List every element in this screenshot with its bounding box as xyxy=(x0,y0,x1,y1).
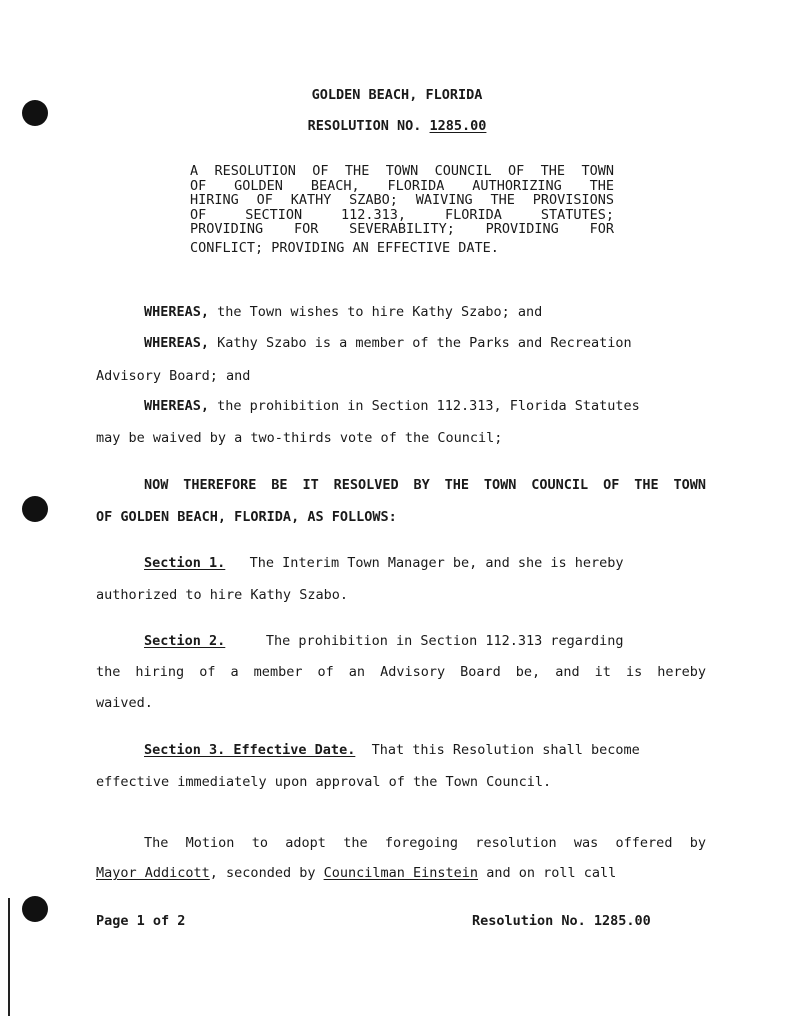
footer-page-number: Page 1 of 2 xyxy=(96,913,186,929)
section-1-cont: authorized to hire Kathy Szabo. xyxy=(96,587,348,603)
section-2-cont: the hiring of a member of an Advisory Board be, and it is hereby xyxy=(96,664,706,680)
resolution-number: 1285.00 xyxy=(429,118,487,134)
section-2-cont: waived. xyxy=(96,695,153,711)
resolved-line-2: OF GOLDEN BEACH, FLORIDA, AS FOLLOWS: xyxy=(96,509,397,525)
section-3: Section 3. Effective Date. That this Resolution shall become xyxy=(144,742,640,758)
punch-hole-icon xyxy=(22,896,48,922)
whereas-3-cont: may be waived by a two-thirds vote of the Council; xyxy=(96,430,503,446)
whereas-2-cont: Advisory Board; and xyxy=(96,368,251,384)
scan-edge-line xyxy=(8,898,10,1016)
abstract-line: HIRING OF KATHY SZABO; WAIVING THE PROVISIONS xyxy=(190,192,614,208)
whereas-1: WHEREAS, the Town wishes to hire Kathy Szabo; and xyxy=(144,304,543,320)
abstract-line: OF GOLDEN BEACH, FLORIDA AUTHORIZING THE xyxy=(190,177,614,194)
whereas-2: WHEREAS, Kathy Szabo is a member of the Parks and Recreation xyxy=(144,335,632,351)
motion-line-1: The Motion to adopt the foregoing resolution was offered by xyxy=(144,835,706,851)
footer-resolution-number: Resolution No. 1285.00 xyxy=(472,913,651,929)
abstract-line: PROVIDING FOR SEVERABILITY; PROVIDING FOR xyxy=(190,221,614,237)
resolved-line-1: NOW THEREFORE BE IT RESOLVED BY THE TOWN COUNCIL OF THE TOWN xyxy=(144,477,706,493)
town-heading: GOLDEN BEACH, FLORIDA xyxy=(311,87,483,103)
abstract-line: CONFLICT; PROVIDING AN EFFECTIVE DATE. xyxy=(190,240,499,256)
abstract-line: A RESOLUTION OF THE TOWN COUNCIL OF THE TOWN xyxy=(190,163,614,179)
motion-line-2: Mayor Addicott, seconded by Councilman Einstein and on roll call xyxy=(96,865,617,881)
section-2: Section 2. The prohibition in Section 112.313 regarding xyxy=(144,633,624,649)
punch-hole-icon xyxy=(22,496,48,522)
resolution-prefix: RESOLUTION NO. xyxy=(307,118,422,134)
whereas-3: WHEREAS, the prohibition in Section 112.313, Florida Statutes xyxy=(144,398,640,414)
mover-name: Mayor Addicott xyxy=(96,865,210,881)
seconder-name: Councilman Einstein xyxy=(323,865,479,881)
section-1: Section 1. The Interim Town Manager be, and she is hereby xyxy=(144,555,624,571)
section-3-cont: effective immediately upon approval of the Town Council. xyxy=(96,774,552,790)
abstract-line: OF SECTION 112.313, FLORIDA STATUTES; xyxy=(190,206,614,223)
resolution-heading xyxy=(0,118,794,134)
